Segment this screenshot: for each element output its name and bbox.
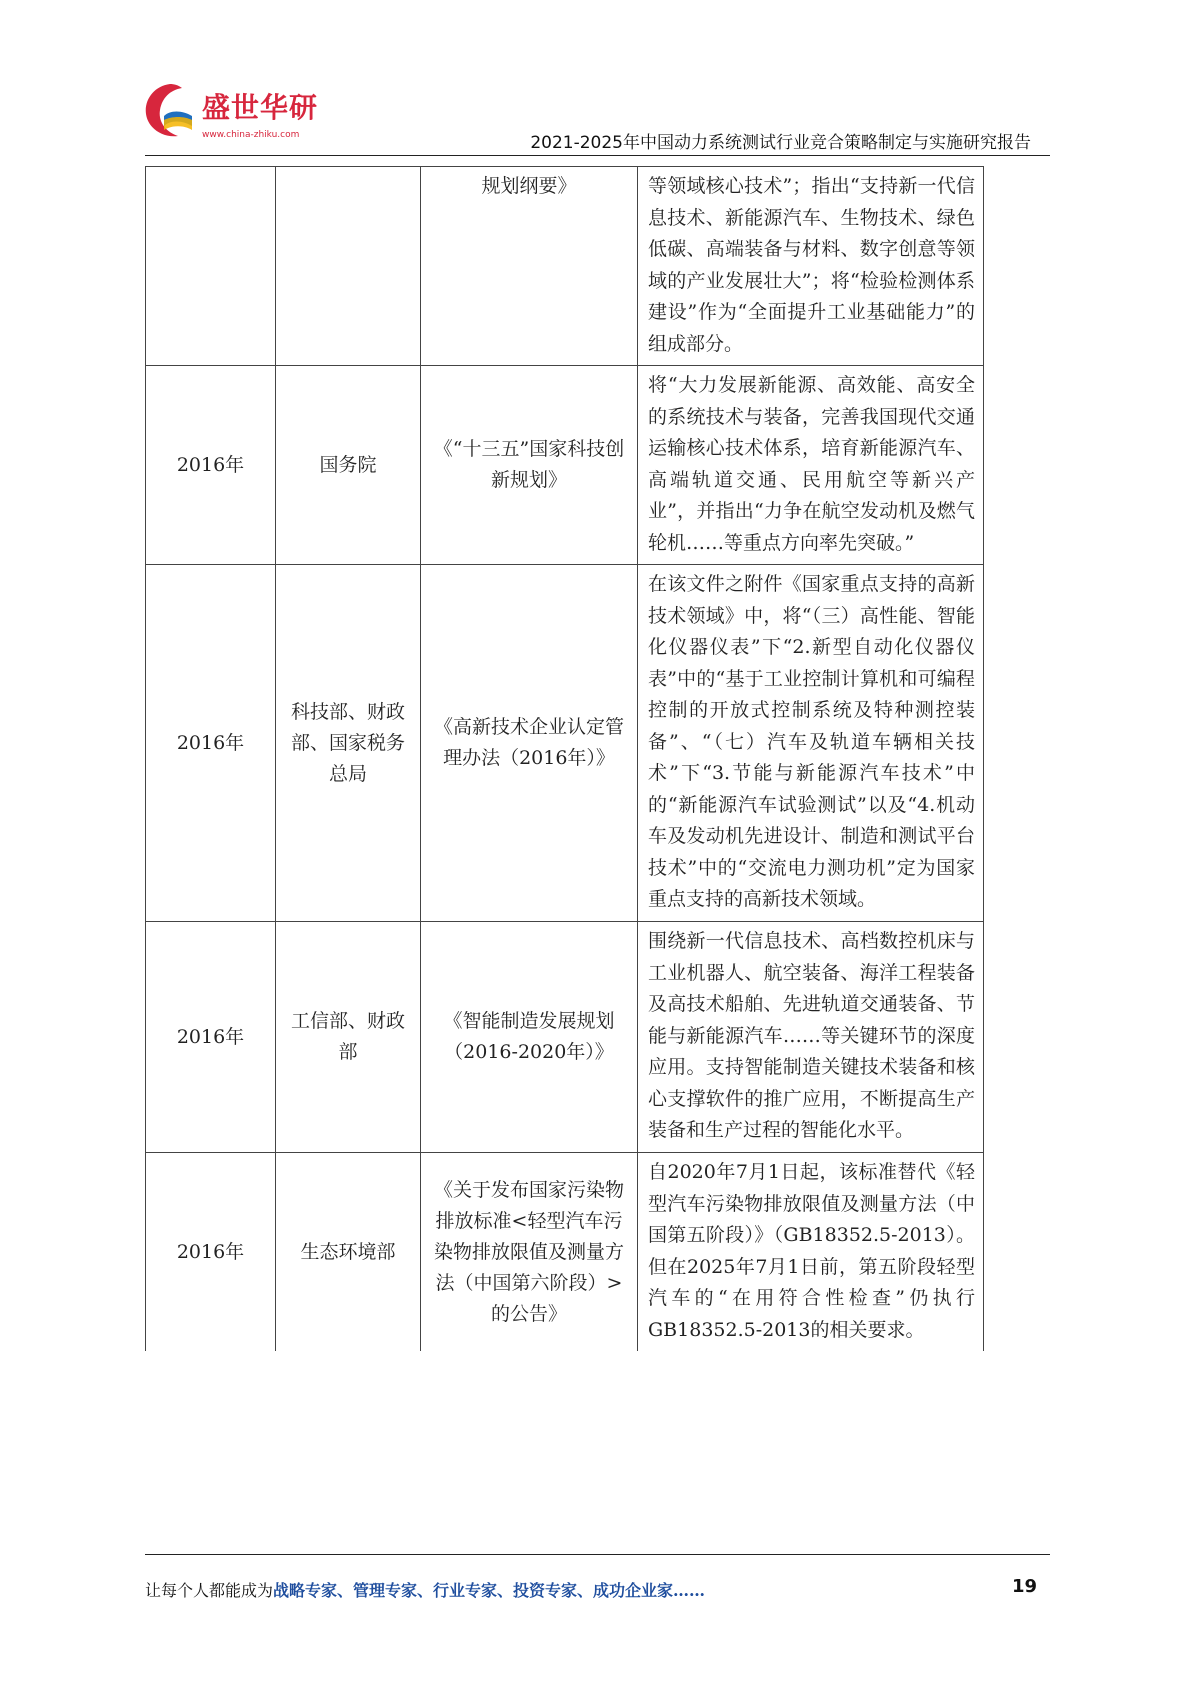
brand-url: www.china-zhiku.com xyxy=(202,130,300,140)
policy-table-container xyxy=(145,166,984,1351)
logo-swoosh-icon xyxy=(140,80,200,142)
page-number: 19 xyxy=(1012,1576,1038,1597)
footer-slogan xyxy=(145,1578,705,1601)
table-row xyxy=(146,922,984,1153)
cell-content: 将“大力发展新能源、高效能、高安全的系统技术与装备，完善我国现代交通运输核心技术体系，培育新能源汽车、高端轨道交通、民用航空等新兴产业”，并指出“力争在航空发动机及燃气轮机……等重点方向率先突破。” xyxy=(638,366,984,565)
report-title: 2021-2025年中国动力系统测试行业竞合策略制定与实施研究报告 xyxy=(530,133,1031,153)
cell-document: 《“十三五”国家科技创新规划》 xyxy=(421,366,638,565)
slogan-highlight: 战略专家、管理专家、行业专家、投资专家、成功企业家…… xyxy=(273,1581,706,1600)
cell-content: 等领域核心技术”；指出“支持新一代信息技术、新能源汽车、生物技术、绿色低碳、高端装备与材料、数字创意等领域的产业发展壮大”；将“检验检测体系建设”作为“全面提升工业基础能力”的组成部分。 xyxy=(638,167,984,366)
cell-year: 2016年 xyxy=(146,1153,276,1352)
table-row xyxy=(146,1153,984,1352)
cell-department xyxy=(276,167,421,366)
cell-document: 《高新技术企业认定管理办法（2016年）》 xyxy=(421,565,638,922)
page-header xyxy=(0,0,1191,160)
cell-document: 《智能制造发展规划（2016-2020年）》 xyxy=(421,922,638,1153)
cell-year: 2016年 xyxy=(146,922,276,1153)
cell-year: 2016年 xyxy=(146,366,276,565)
table-row xyxy=(146,366,984,565)
cell-department: 工信部、财政部 xyxy=(276,922,421,1153)
footer-divider xyxy=(145,1554,1050,1555)
brand-name: 盛世华研 xyxy=(202,91,319,124)
cell-year xyxy=(146,167,276,366)
cell-department: 生态环境部 xyxy=(276,1153,421,1352)
policy-table xyxy=(145,166,984,1351)
cell-document: 《关于发布国家污染物排放标准<轻型汽车污染物排放限值及测量方法（中国第六阶段）>的公告》 xyxy=(421,1153,638,1352)
cell-department: 国务院 xyxy=(276,366,421,565)
slogan-prefix: 让每个人都能成为 xyxy=(145,1581,274,1600)
cell-content: 在该文件之附件《国家重点支持的高新技术领域》中，将“（三）高性能、智能化仪器仪表”下“2.新型自动化仪器仪表”中的“基于工业控制计算机和可编程控制的开放式控制系统及特种测控装备”、“（七）汽车及轨道车辆相关技术”下“3.节能与新能源汽车技术”中的“新能源汽车试验测试”以及“4.机动车及发动机先进设计、制造和测试平台技术”中的“交流电力测功机”定为国家重点支持的高新技术领域。 xyxy=(638,565,984,922)
cell-department: 科技部、财政部、国家税务总局 xyxy=(276,565,421,922)
table-row xyxy=(146,167,984,366)
cell-content: 围绕新一代信息技术、高档数控机床与工业机器人、航空装备、海洋工程装备及高技术船舶、先进轨道交通装备、节能与新能源汽车……等关键环节的深度应用。支持智能制造关键技术装备和核心支撑软件的推广应用，不断提高生产装备和生产过程的智能化水平。 xyxy=(638,922,984,1153)
cell-year: 2016年 xyxy=(146,565,276,922)
cell-content: 自2020年7月1日起，该标准替代《轻型汽车污染物排放限值及测量方法（中国第五阶段）》（GB18352.5-2013）。但在2025年7月1日前，第五阶段轻型汽车的“在用符合性检查”仍执行GB18352.5-2013的相关要求。 xyxy=(638,1153,984,1352)
table-row xyxy=(146,565,984,922)
brand-logo xyxy=(140,80,330,150)
cell-document: 规划纲要》 xyxy=(421,167,638,366)
header-divider xyxy=(145,155,1050,156)
